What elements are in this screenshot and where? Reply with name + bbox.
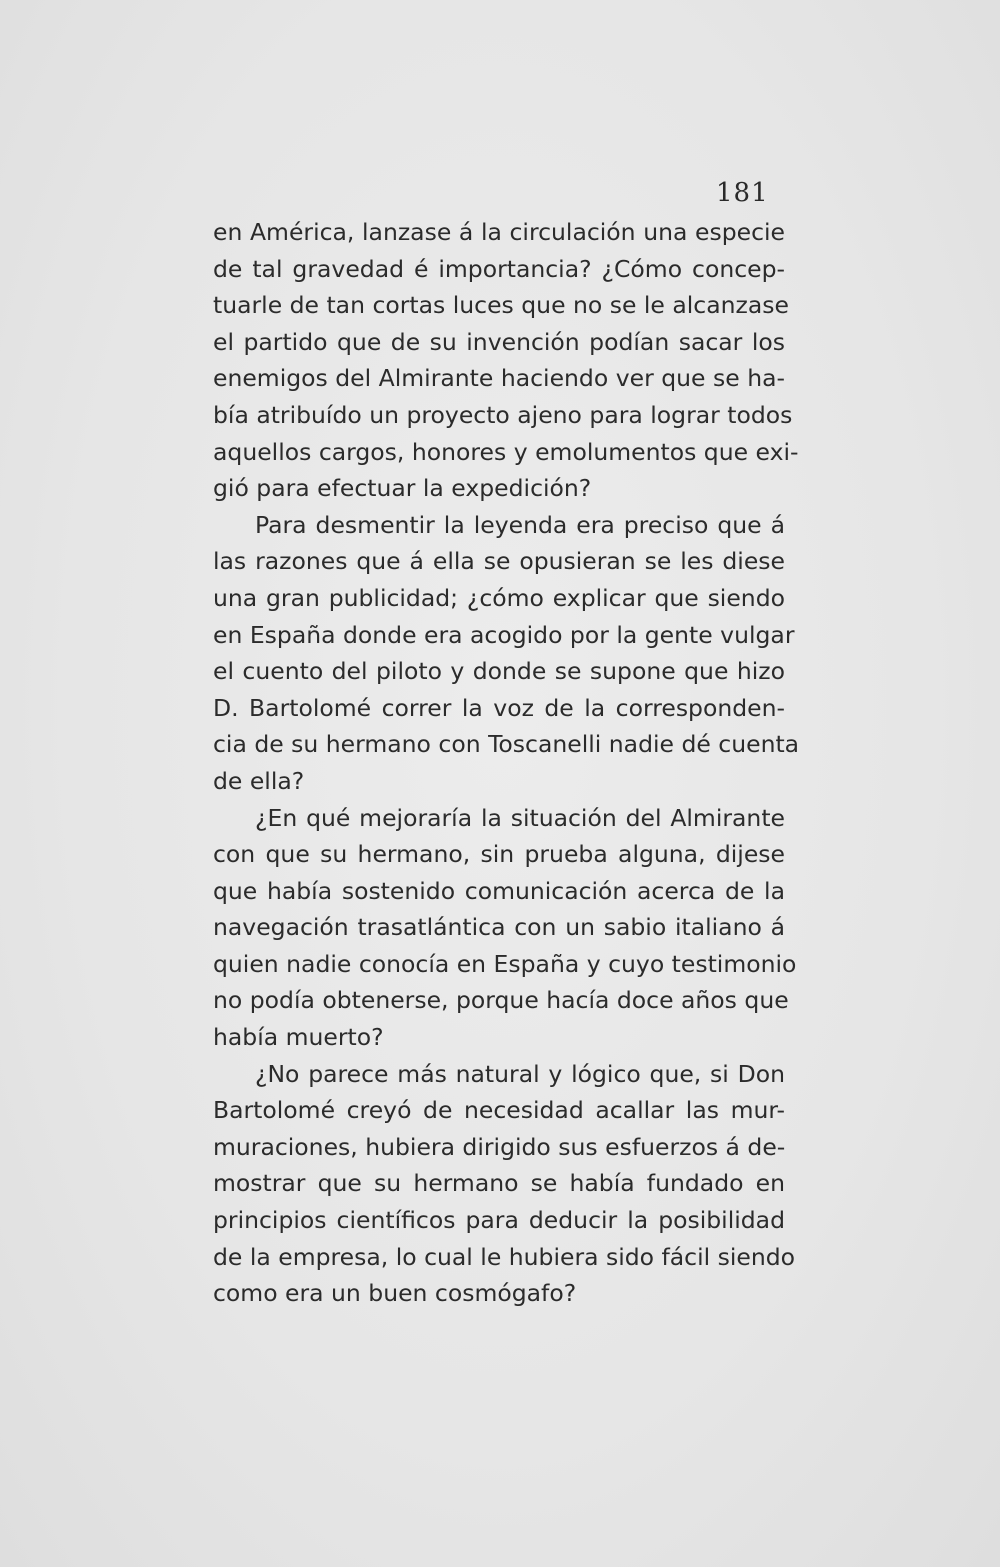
text-line: bía atribuído un proyecto ajeno para lograr todos [213,400,793,429]
text-line: D. Bartolomé correr la voz de la corresponden- [213,693,785,722]
text-line: tuarle de tan cortas luces que no se le alcanzase [213,291,789,320]
text-line: quien nadie conocía en España y cuyo testimonio [213,949,797,978]
paragraph-2 [213,507,800,800]
text-line: en América, lanzase á la circulación una especie [213,218,785,246]
text-line: no podía obtenerse, porque hacía doce años que [213,986,789,1015]
paragraph-4 [213,1056,796,1312]
text-line: en España donde era acogido por la gente vulgar [213,620,795,649]
body-text [213,214,800,1312]
text-line: cia de su hermano con Toscanelli nadie dé cuenta [213,730,800,759]
text-line: principios científicos para deducir la posibilidad [213,1206,785,1235]
text-line: de ella? [213,766,305,795]
text-line: ¿En qué mejoraría la situación del Almirante [255,803,785,832]
text-line: que había sostenido comunicación acerca de la [213,876,785,905]
text-line: aquellos cargos, honores y emolumentos que exi- [213,437,799,466]
text-line: navegación trasatlántica con un sabio italiano á [213,913,785,942]
text-line: de tal gravedad é importancia? ¿Cómo concep- [213,254,785,283]
text-line: el partido que de su invención podían sacar los [213,327,785,356]
text-line: había muerto? [213,1023,384,1052]
text-line: ¿No parece más natural y lógico que, si Don [255,1059,785,1088]
text-line: como era un buen cosmógafo? [213,1279,577,1308]
text-line: enemigos del Almirante haciendo ver que se ha- [213,364,785,393]
text-line: Bartolomé creyó de necesidad acallar las mur- [213,1096,785,1125]
text-line: Para desmentir la leyenda era preciso que á [255,510,785,539]
page-number: 181 [716,178,769,208]
text-line: muraciones, hubiera dirigido sus esfuerzos á de- [213,1132,786,1161]
paragraph-3 [213,800,797,1056]
text-line: una gran publicidad; ¿cómo explicar que siendo [213,583,785,612]
text-line: el cuento del piloto y donde se supone que hizo [213,657,785,686]
text-line: de la empresa, lo cual le hubiera sido fácil siendo [213,1242,796,1271]
text-line: mostrar que su hermano se había fundado en [213,1169,785,1198]
text-line: con que su hermano, sin prueba alguna, dijese [213,840,785,869]
paragraph-1 [213,214,799,507]
text-line: gió para efectuar la expedición? [213,474,592,503]
text-line: las razones que á ella se opusieran se les diese [213,547,785,576]
